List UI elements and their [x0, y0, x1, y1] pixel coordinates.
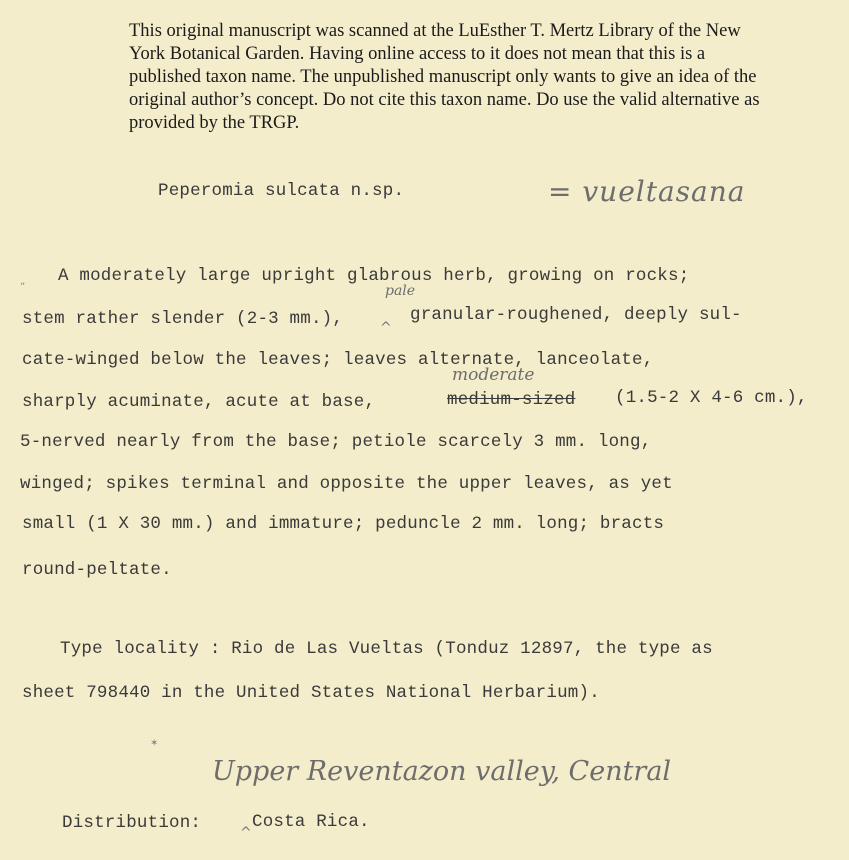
copyright-notice: This original manuscript was scanned at the LuEsther T. Mertz Library of the New York Botanical Garden. Having online access to it does not mean that this is a published taxon name. The unpublished manuscript only wants to give an idea of the original author’s concept. Do not cite this taxon name. Do use the valid alternative as provided by the TRGP.	[129, 21, 760, 133]
species-title: Peperomia sulcata n.sp.	[158, 181, 405, 201]
description-line-7: small (1 X 30 mm.) and immature; peduncle 2 mm. long; bracts	[22, 514, 665, 534]
description-line-3: cate-winged below the leaves; leaves alternate, lanceolate,	[22, 350, 654, 370]
description-line-8: round-peltate.	[22, 560, 172, 580]
description-line-4c: (1.5-2 X 4-6 cm.),	[615, 388, 808, 408]
description-line-4a: sharply acuminate, acute at base,	[22, 392, 376, 412]
distribution-label: Distribution:	[62, 813, 202, 833]
insertion-caret: ^	[380, 320, 392, 336]
handwritten-insert-pale: pale	[385, 283, 416, 299]
handwritten-insert-moderate: moderate	[452, 365, 535, 385]
margin-speck: ✶	[150, 738, 159, 749]
distribution-value: Costa Rica.	[252, 812, 370, 832]
type-locality-line-1: Type locality : Rio de Las Vueltas (Tonduz 12897, the type as	[60, 639, 713, 659]
description-line-6: winged; spikes terminal and opposite the upper leaves, as yet	[20, 474, 673, 494]
margin-mark: „	[20, 276, 26, 287]
description-line-5: 5-nerved nearly from the base; petiole scarcely 3 mm. long,	[20, 432, 652, 452]
description-line-2b: granular-roughened, deeply sul-	[410, 305, 742, 325]
distribution-caret: ^	[240, 825, 252, 841]
description-line-2a: stem rather slender (2-3 mm.),	[22, 309, 344, 329]
description-line-1: A moderately large upright glabrous herb, growing on rocks;	[58, 266, 690, 286]
handwritten-synonym: = vueltasana	[548, 175, 746, 208]
handwritten-distribution: Upper Reventazon valley, Central	[212, 756, 672, 787]
type-locality-line-2: sheet 798440 in the United States National Herbarium).	[22, 683, 600, 703]
struck-word-medium-sized: medium-sized	[447, 390, 576, 410]
